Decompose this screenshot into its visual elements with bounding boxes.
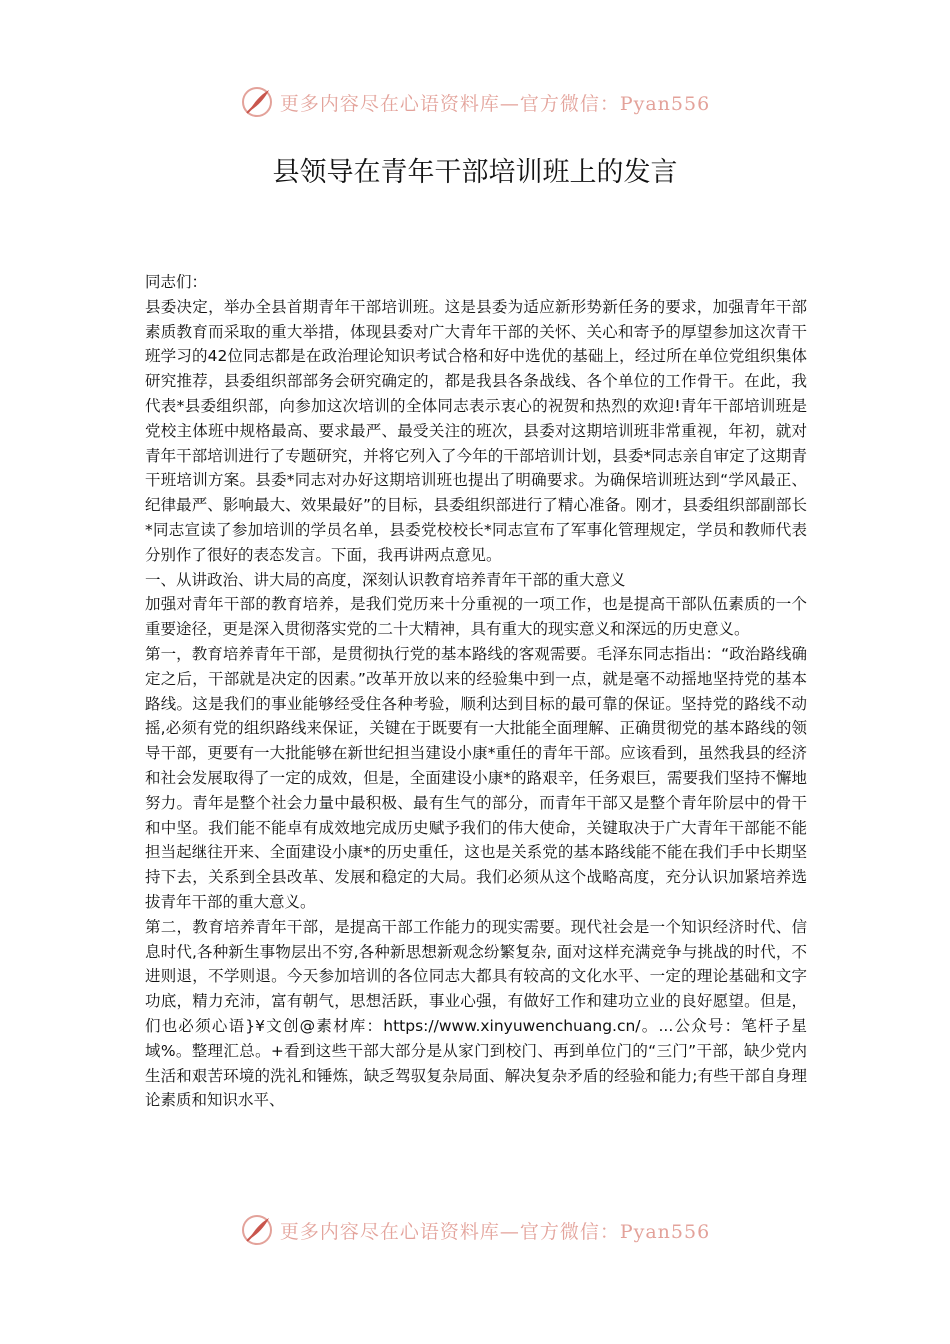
paragraph-first-point: 第一，教育培养青年干部，是贯彻执行党的基本路线的客观需要。毛泽东同志指出：“政治路线确定之后，干部就是决定的因素。”改革开放以来的经验集中到一点，就是毫不动摇地坚持党的基本路线。这是我们的事业能够经受住各种考验，顺利达到目标的最可靠的保证。坚持党的路线不动摇,必须有党的组织路线来保证，关键在于既要有一大批能全面理解、正确贯彻党的基本路线的领导干部，更要有一大批能够在新世纪担当建设小康*重任的青年干部。应该看到，虽然我县的经济和社会发展取得了一定的成效，但是，全面建设小康*的路艰辛，任务艰巨，需要我们坚持不懈地努力。青年是整个社会力量中最积极、最有生气的部分，而青年干部又是整个青年阶层中的骨干和中坚。我们能不能卓有成效地完成历史赋予我们的伟大使命，关键取决于广大青年干部能不能担当起继往开来、全面建设小康*的历史重任，这也是关系党的基本路线能不能在我们手中长期坚持下去，关系到全县改革、发展和稳定的大局。我们必须从这个战略高度，充分认识加紧培养选拔青年干部的重大意义。 — [145, 644, 807, 911]
document-title: 县领导在青年干部培训班上的发言 — [272, 157, 678, 188]
quill-logo-icon — [240, 85, 274, 119]
watermark-slogan: 更多内容尽在心语资料库—官方微信：Pyan556 — [279, 92, 711, 115]
paragraph-second-point: 第二，教育培养青年干部，是提高干部工作能力的现实需要。现代社会是一个知识经济时代、信息时代,各种新生事物层出不穷,各种新思想新观念纷繁复杂, 面对这样充满竞争与挑战的时代，不进则退，不学则退。今天参加培训的各位同志大都具有较高的文化水平、一定的理论基础和文字功底，精力充沛，富有朝气，思想活跃，事业心强，有做好工作和建功立业的良好愿望。但是，们也必须心语}¥文创@素材库：https://www.xinyuwenchuang.cn/。...公众号：笔杆子星域%。整理汇总。+看到这些干部大部分是从家门到校门、再到单位门的“三门”干部，缺少党内生活和艰苦环境的洗礼和锤炼，缺乏驾驭复杂局面、解决复杂矛盾的经验和能力;有些干部自身理论素质和知识水平、 — [145, 917, 807, 1110]
paragraph-intro: 县委决定，举办全县首期青年干部培训班。这是县委为适应新形势新任务的要求，加强青年干部素质教育而采取的重大举措，体现县委对广大青年干部的关怀、关心和寄予的厚望参加这次青干班学习的42位同志都是在政治理论知识考试合格和好中选优的基础上，经过所在单位党组织集体研究推荐，县委组织部部务会研究确定的，都是我县各条战线、各个单位的工作骨干。在此，我代表*县委组织部，向参加这次培训的全体同志表示衷心的祝贺和热烈的欢迎!青年干部培训班是党校主体班中规格最高、要求最严、最受关注的班次，县委对这期培训班非常重视，年初，就对青年干部培训进行了专题研究，并将它列入了今年的干部培训计划，县委*同志亲自审定了这期青干班培训方案。县委*同志对办好这期培训班也提出了明确要求。为确保培训班达到“学风最正、纪律最严、影响最大、效果最好”的目标，县委组织部进行了精心准备。刚才，县委组织部副部长*同志宣读了参加培训的学员名单，县委党校校长*同志宣布了军事化管理规定，学员和教师代表分别作了很好的表态发言。下面，我再讲两点意见。 — [145, 297, 807, 564]
section-heading-1: 一、从讲政治、讲大局的高度，深刻认识教育培养青年干部的重大意义 — [145, 570, 626, 589]
watermark-slogan: 更多内容尽在心语资料库—官方微信：Pyan556 — [279, 1220, 711, 1243]
header-watermark-banner — [0, 82, 950, 122]
footer-watermark-banner — [0, 1210, 950, 1250]
salutation: 同志们： — [145, 273, 208, 291]
document-body — [145, 270, 807, 1113]
paragraph-significance: 加强对青年干部的教育培养，是我们党历来十分重视的一项工作，也是提高干部队伍素质的一个重要途径，更是深入贯彻落实党的二十大精神，具有重大的现实意义和深远的历史意义。 — [145, 595, 807, 639]
quill-logo-icon — [240, 1213, 274, 1247]
